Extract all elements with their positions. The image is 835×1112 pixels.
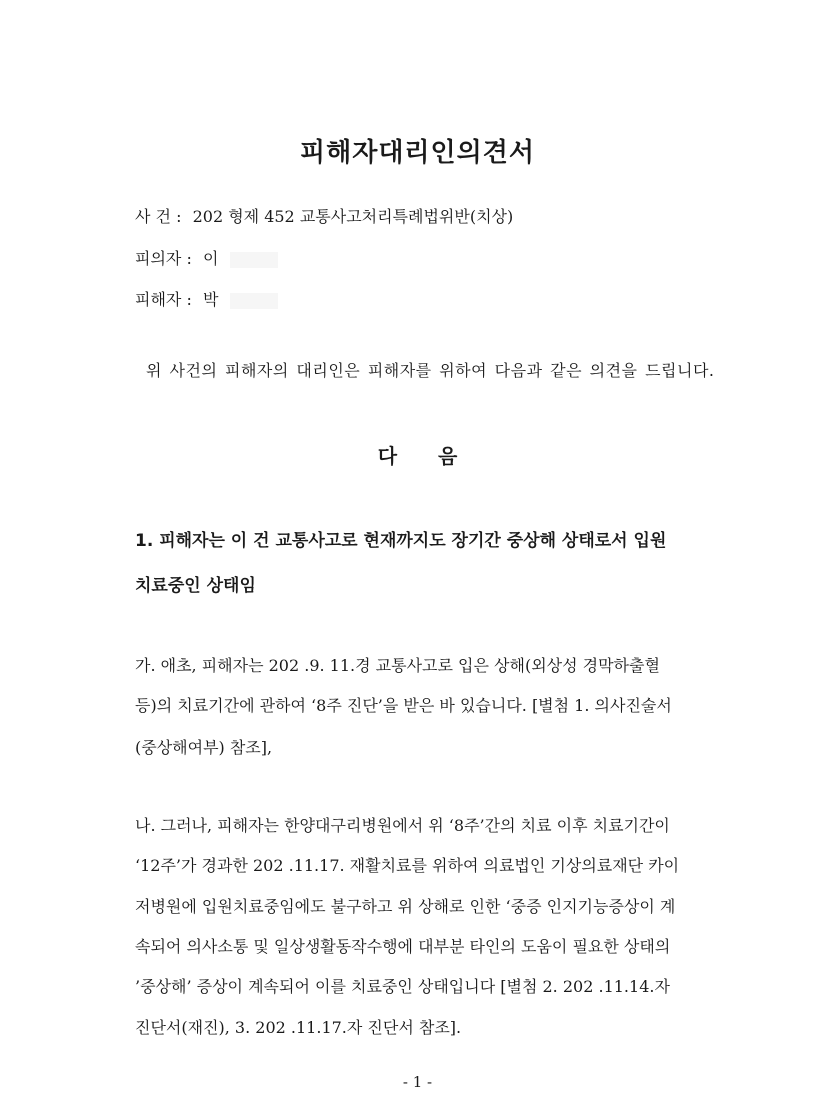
case-row bbox=[135, 204, 513, 227]
paragraph-na-line: 진단서(재진), 3. 202 .11.17.자 진단서 참조]. bbox=[135, 1018, 462, 1037]
section-heading-daeum: 다 음 bbox=[377, 444, 458, 468]
paragraph-na-line: ’중상해’ 증상이 계속되어 이를 치료중인 상태입니다 [별첨 2. 202 .11.14.자 bbox=[135, 977, 670, 996]
case-value: 202 형제 452 교통사고처리특례법위반(치상) bbox=[192, 207, 514, 226]
paragraph-na-line: 나. 그러나, 피해자는 한양대구리병원에서 위 ‘8주’간의 치료 이후 치료기간이 bbox=[135, 816, 670, 835]
paragraph-na-line: 속되어 의사소통 및 일상생활동작수행에 대부분 타인의 도움이 필요한 상태의 bbox=[135, 937, 671, 956]
suspect-value: 이 bbox=[202, 249, 219, 268]
section1-heading-line1: 1. 피해자는 이 건 교통사고로 현재까지도 장기간 중상해 상태로서 입원 bbox=[135, 531, 667, 551]
victim-value: 박 bbox=[202, 290, 219, 309]
paragraph-ga-line: 등)의 치료기간에 관하여 ‘8주 진단’을 받은 바 있습니다. [별첨 1. 의사진술서 bbox=[135, 696, 672, 715]
intro-text: 위 사건의 피해자의 대리인은 피해자를 위하여 다음과 같은 의견을 드립니다. bbox=[146, 361, 715, 380]
victim-row bbox=[135, 287, 278, 310]
suspect-row bbox=[135, 246, 278, 269]
paragraph-ga-line: 가. 애초, 피해자는 202 .9. 11.경 교통사고로 입은 상해(외상성 경막하출혈 bbox=[135, 656, 660, 675]
suspect-label: 피의자 : bbox=[135, 249, 192, 268]
paragraph-na-line: ‘12주’가 경과한 202 .11.17. 재활치료를 위하여 의료법인 기상의료재단 카이 bbox=[135, 856, 680, 875]
victim-label: 피해자 : bbox=[135, 290, 192, 309]
section1-heading-line2: 치료중인 상태임 bbox=[135, 576, 256, 596]
redaction-block bbox=[230, 293, 278, 309]
page-title: 피해자대리인의견서 bbox=[299, 138, 536, 168]
paragraph-na-line: 저병원에 입원치료중임에도 불구하고 위 상해로 인한 ‘중증 인지기능증상이 계 bbox=[135, 897, 676, 916]
paragraph-ga-line: (중상해여부) 참조], bbox=[135, 738, 273, 757]
case-label: 사 건 : bbox=[135, 207, 182, 226]
page-number: - 1 - bbox=[402, 1073, 433, 1091]
redaction-block bbox=[230, 252, 278, 268]
